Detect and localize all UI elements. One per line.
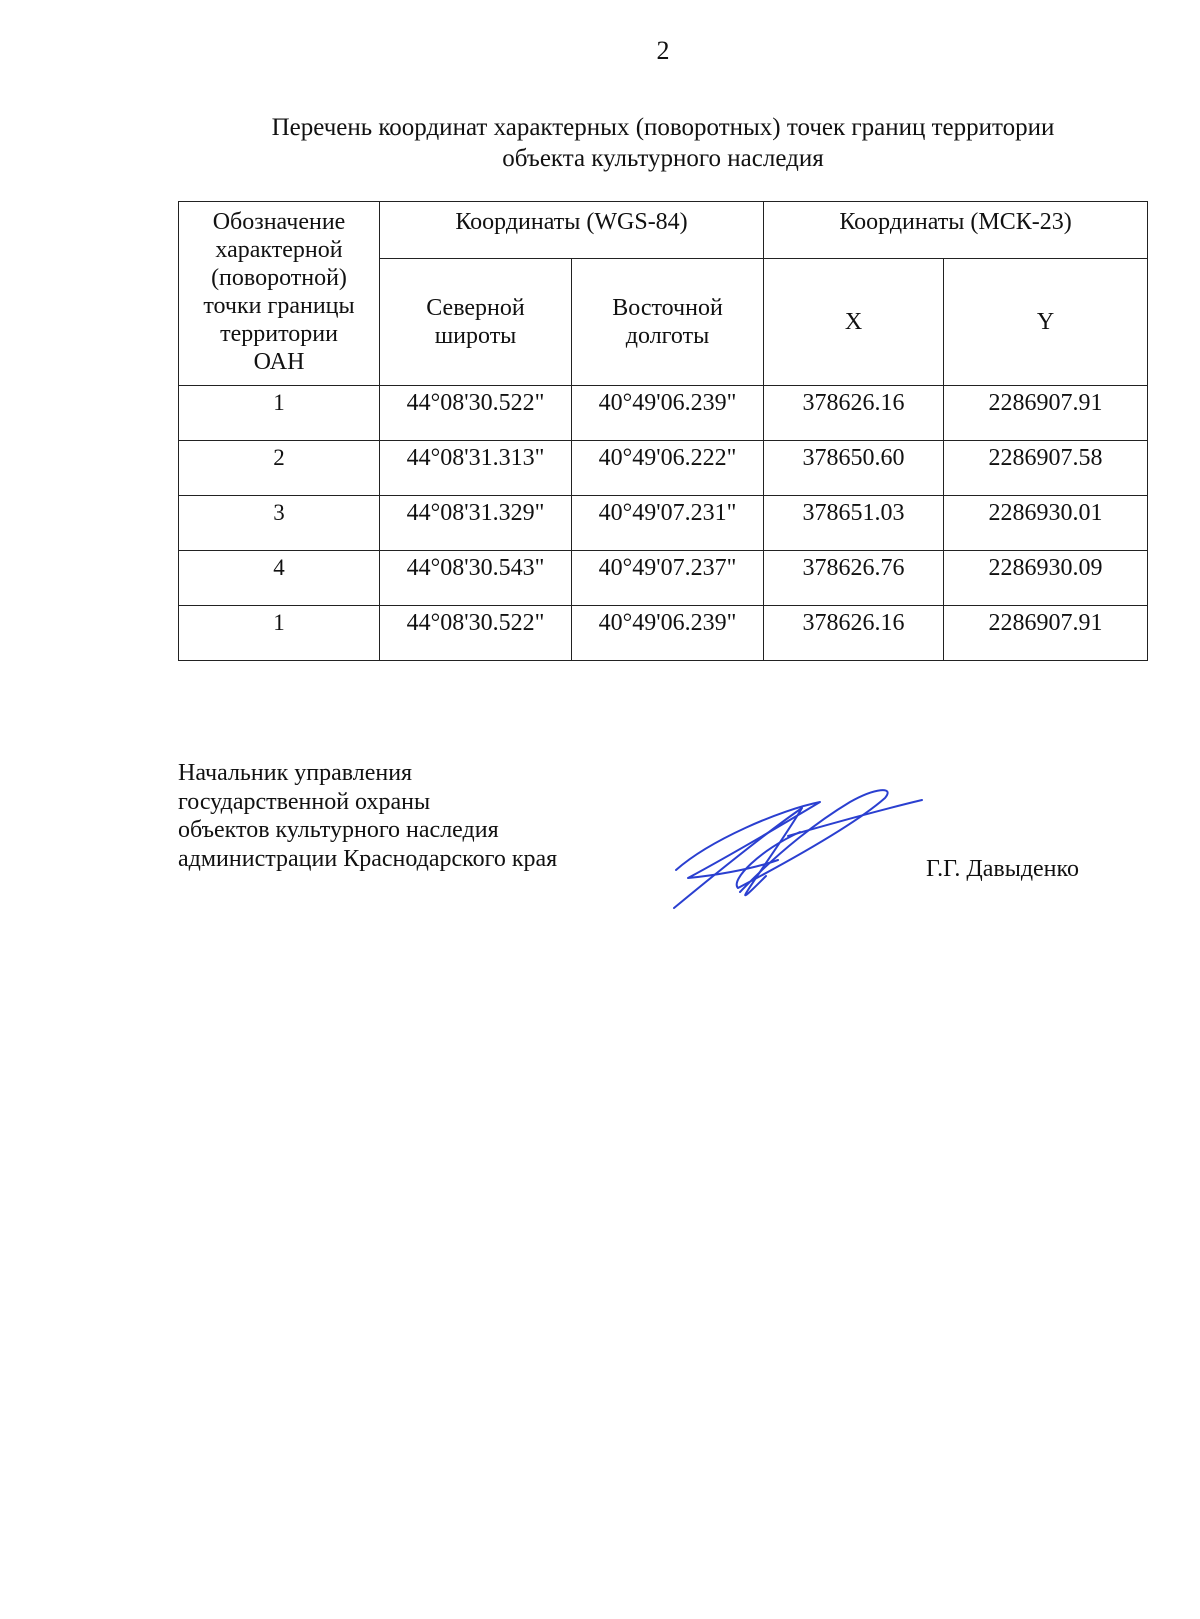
signatory-position-line: администрации Краснодарского края [178,845,558,872]
header-point-line: территории [220,321,338,347]
cell-x: 378650.60 [764,441,944,496]
header-x: X [764,259,944,386]
header-point-line: точки границы [203,293,355,319]
cell-y: 2286930.01 [944,496,1148,551]
cell-y: 2286907.91 [944,386,1148,441]
cell-longitude: 40°49'06.222" [572,441,764,496]
cell-point: 4 [179,551,380,606]
cell-point: 1 [179,386,380,441]
cell-point: 3 [179,496,380,551]
document-title-line-1: Перечень координат характерных (поворотных) точек границ территории [271,114,1055,141]
header-point-line: ОАН [253,349,305,375]
header-lat-line: Северной [426,295,525,321]
cell-x: 378626.16 [764,386,944,441]
header-wgs84-group: Координаты (WGS-84) [380,202,764,259]
cell-y: 2286907.58 [944,441,1148,496]
cell-latitude: 44°08'30.522" [380,606,572,661]
table-row [179,606,1148,661]
header-east-longitude [572,259,764,386]
page-number: 2 [656,36,670,65]
cell-x: 378626.76 [764,551,944,606]
handwritten-signature [670,780,960,910]
cell-longitude: 40°49'06.239" [572,386,764,441]
cell-y: 2286930.09 [944,551,1148,606]
signatory-position-line: Начальник управления [178,760,413,786]
cell-point: 1 [179,606,380,661]
cell-y: 2286907.91 [944,606,1148,661]
cell-longitude: 40°49'07.237" [572,551,764,606]
table-row [179,386,1148,441]
header-point-designation [179,202,380,386]
cell-longitude: 40°49'06.239" [572,606,764,661]
cell-x: 378626.16 [764,606,944,661]
header-msk23-group: Координаты (МСК-23) [764,202,1148,259]
header-point-line: Обозначение [212,209,346,235]
header-point-line: характерной [215,237,343,263]
table-header-row [179,202,1148,259]
header-point-line: (поворотной) [211,265,347,291]
signatory-position [178,759,557,873]
signatory-position-line: государственной охраны [178,788,431,815]
document-title [180,112,1146,174]
signatory-name: Г.Г. Давыденко [926,856,1079,882]
table-row [179,551,1148,606]
coordinates-table [178,201,1148,661]
cell-latitude: 44°08'30.543" [380,551,572,606]
cell-latitude: 44°08'31.313" [380,441,572,496]
header-north-latitude [380,259,572,386]
table-row [179,496,1148,551]
header-lon-line: долготы [625,323,710,349]
header-lat-line: широты [434,323,517,349]
header-y: Y [944,259,1148,386]
signatory-position-line: объектов культурного наследия [178,817,499,843]
cell-x: 378651.03 [764,496,944,551]
document-title-line-2: объекта культурного наследия [502,145,824,172]
cell-latitude: 44°08'30.522" [380,386,572,441]
cell-latitude: 44°08'31.329" [380,496,572,551]
header-lon-line: Восточной [612,295,723,321]
cell-point: 2 [179,441,380,496]
table-row [179,441,1148,496]
cell-longitude: 40°49'07.231" [572,496,764,551]
